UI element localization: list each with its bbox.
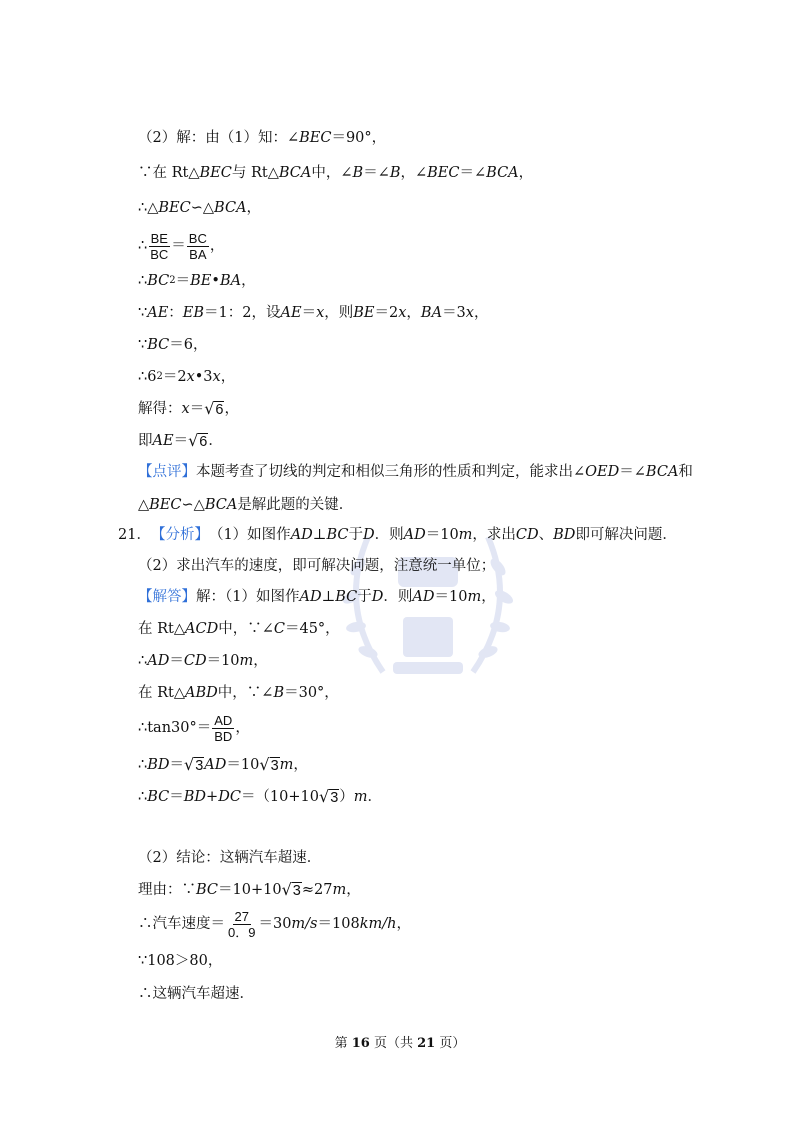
- sqrt-3: √ 3: [184, 755, 204, 774]
- q21-analysis-line-1: 21． 【分析】 （1）如图作 AD ⊥ BC 于 D ．则 AD ＝10 m ，求出 CD 、 BD 即可解决问题．: [118, 527, 677, 543]
- q21-answer-line-3: ∴ AD ＝ CD ＝10 m ，: [138, 653, 268, 669]
- fraction-ad-bd: $\frac{AD}{BD}$: [214, 712, 233, 744]
- q21-conclusion-line-1: （2）结论：这辆汽车超速．: [138, 850, 322, 866]
- q21-conclusion-line-3-fraction: ∴汽车速度＝ $\frac{27}{0.9}$ ＝30 m/s ＝108 km/h ，: [138, 908, 411, 940]
- total-pages: 21: [417, 1036, 436, 1051]
- analysis-tag: 【分析】: [150, 527, 209, 543]
- fraction-bc-ba: $\frac{BC}{BA}$: [188, 230, 207, 262]
- q21-conclusion-line-2: 理由：∵ BC ＝10+10 √ 3 ≈27 m ，: [138, 880, 361, 899]
- fraction-be-bc: $\frac{BE}{BC}$: [150, 230, 169, 262]
- sqrt-3: √ 3: [281, 880, 301, 899]
- q21-answer-line-6: ∴ BD ＝ √ 3 AD ＝10 √ 3 m ，: [138, 755, 308, 774]
- solution-line-4-fraction: ∴ $\frac{BE}{BC}$ ＝ $\frac{BC}{BA}$ ，: [138, 230, 225, 262]
- solution-line-8: ∴6 2 ＝2 x •3 x ，: [138, 369, 236, 385]
- review-line-2: △ BEC ∽△ BCA 是解此题的关键．: [138, 497, 354, 513]
- sqrt-3: √ 3: [259, 755, 279, 774]
- q21-answer-line-2: 在 Rt△ ACD 中，∵∠ C ＝45°，: [138, 621, 340, 637]
- q21-answer-line-4: 在 Rt△ ABD 中，∵∠ B ＝30°，: [138, 685, 339, 701]
- solution-line-5: ∴ BC 2 ＝ BE • BA ，: [138, 273, 256, 289]
- sqrt-3: √ 3: [319, 787, 339, 806]
- q21-answer-line-1: 【解答】 解：（1）如图作 AD ⊥ BC 于 D ．则 AD ＝10 m ，: [138, 589, 496, 605]
- fraction-27-0.9: $\frac{27}{0.9}$: [228, 908, 256, 940]
- review-line-1: 【点评】 本题考查了切线的判定和相似三角形的性质和判定，能求出∠ OED ＝∠ BCA 和: [138, 464, 693, 480]
- sqrt-6: √ 6: [204, 399, 224, 418]
- review-tag: 【点评】: [138, 464, 196, 480]
- page-footer: 第 16 页（共 21 页）: [334, 1036, 466, 1051]
- solution-line-3: ∴△ BEC ∽△ BCA ，: [138, 200, 262, 216]
- q21-analysis-line-2: （2）求出汽车的速度，即可解决问题，注意统一单位；: [138, 558, 496, 574]
- solution-line-10: 即 AE ＝ √ 6 ．: [138, 431, 223, 450]
- q21-answer-line-7: ∴ BC ＝ BD + DC ＝（10+10 √ 3 ） m ．: [138, 787, 383, 806]
- sqrt-6: √ 6: [188, 431, 208, 450]
- q21-conclusion-line-5: ∴这辆汽车超速．: [138, 986, 254, 1002]
- q21-answer-line-5-fraction: ∴tan30°＝ $\frac{AD}{BD}$ ，: [138, 712, 250, 744]
- question-number: 21．: [118, 527, 151, 543]
- answer-tag: 【解答】: [138, 589, 196, 605]
- solution-line-2: ∵在 Rt△ BEC 与 Rt△ BCA 中，∠ B ＝∠ B ，∠ BEC ＝∠ BCA ，: [138, 165, 534, 181]
- current-page-number: 16: [351, 1036, 370, 1051]
- solution-line-9: 解得： x ＝ √ 6 ，: [138, 399, 239, 418]
- q21-conclusion-line-4: ∵108＞80，: [138, 953, 223, 969]
- solution-line-1: （2）解：由（1）知：∠ BEC ＝90°，: [138, 130, 387, 146]
- solution-line-6: ∵ AE ： EB ＝1：2，设 AE ＝ x ，则 BE ＝2 x ， BA ＝3 x ，: [138, 305, 489, 321]
- solution-line-7: ∵ BC ＝6，: [138, 337, 208, 353]
